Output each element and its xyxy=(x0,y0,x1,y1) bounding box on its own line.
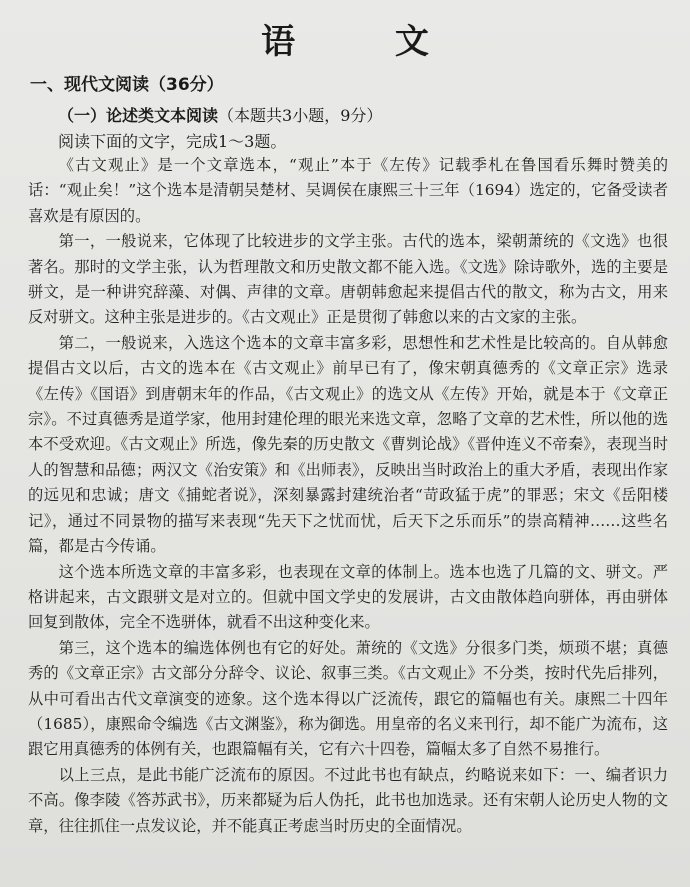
passage-paragraph-4: 这个选本所选文章的丰富多彩，也表现在文章的体制上。选本也选了几篇的文、骈文。严格讲起来，古文跟骈文是对立的。但就中国文学史的发展讲，古文由散体趋向骈体，再由骈体回复到散体，完全不选骈体，就看不出这种变化来。 xyxy=(28,562,668,632)
passage xyxy=(28,153,668,839)
passage-paragraph-2: 第一，一般说来，它体现了比较进步的文学主张。古代的选本，梁朝萧统的《文选》也很著名。那时的文学主张，认为哲理散文和历史散文都不能入选。《文选》除诗歌外，选的主要是骈文，是一种讲究辞藻、对偶、声律的文章。唐朝韩愈起来提倡古代的散文，称为古文，用来反对骈文。这种主张是进步的。《古文观止》正是贯彻了韩愈以来的古文家的主张。 xyxy=(28,232,668,327)
passage-paragraph-6: 以上三点，是此书能广泛流布的原因。不过此书也有缺点，约略说来如下：一、编者识力不高。像李陵《答苏武书》，历来都疑为后人伪托，此书也加选录。还有宋朝人论历史人物的文章，往往抓住一点发议论，并不能真正考虑当时历史的全面情况。 xyxy=(28,765,668,835)
exam-title: 语 文 xyxy=(261,22,473,62)
passage-paragraph-5: 第三，这个选本的编选体例也有它的好处。萧统的《文选》分很多门类，烦琐不堪；真德秀的《文章正宗》古文部分分辞令、议论、叙事三类。《古文观止》不分类，按时代先后排列，从中可看出古代文章演变的迹象。这个选本得以广泛流传，跟它的篇幅也有关。康熙二十四年（1685），康熙命令编选《古文渊鉴》，称为御选。用皇帝的名义来刊行，却不能广为流布，这跟它用真德秀的体例有关，也跟篇幅有关，它有六十四卷，篇幅太多了自然不易推行。 xyxy=(28,638,668,759)
subsection-label: （一）论述类文本阅读 xyxy=(58,106,219,125)
passage-paragraph-1: 《古文观止》是一个文章选本，“观止”本于《左传》记载季札在鲁国看乐舞时赞美的话：“观止矣！”这个选本是清朝吴楚材、吴调侯在康熙三十三年（1694）选定的，它备受读者喜欢是有原因的。 xyxy=(28,156,668,225)
passage-paragraph-3: 第二，一般说来，入选这个选本的文章丰富多彩，思想性和艺术性是比较高的。自从韩愈提倡古文以后，古文的选本在《古文观止》前早已有了，像宋朝真德秀的《文章正宗》选录《左传》《国语》到唐朝末年的作品，《古文观止》的选文从《左传》开始，就是本于《文章正宗》。不过真德秀是道学家，他用封建伦理的眼光来选文章，忽略了文章的艺术性，所以他的选本不受欢迎。《古文观止》所选，像先秦的历史散文《曹刿论战》《晋仲连义不帝秦》，表现当时人的智慧和品德；两汉文《治安策》和《出师表》，反映出当时政治上的重大矛盾，表现出作家的远见和忠诚；唐文《捕蛇者说》，深刻暴露封建统治者“苛政猛于虎”的罪恶；宋文《岳阳楼记》，通过不同景物的描写来表现“先天下之忧而忧，后天下之乐而乐”的崇高精神……这些名篇，都是古今传诵。 xyxy=(28,333,668,556)
subsection-heading xyxy=(58,103,382,126)
subsection-detail: （本题共3小题，9分） xyxy=(218,106,383,125)
section-heading: 一、现代文阅读（36分） xyxy=(30,75,224,95)
reading-instruction: 阅读下面的文字，完成1～3题。 xyxy=(58,132,287,151)
